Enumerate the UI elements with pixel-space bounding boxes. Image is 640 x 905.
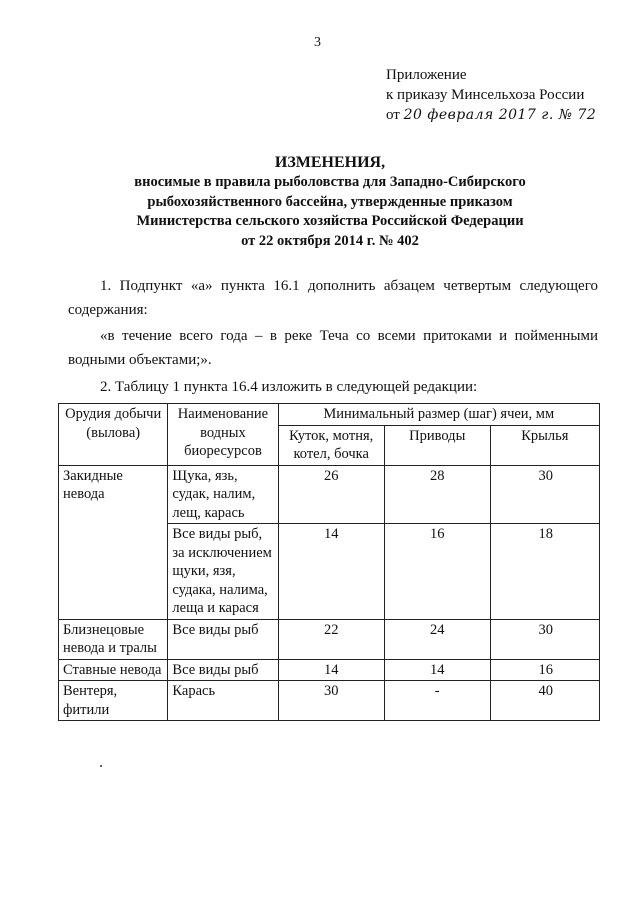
title-line-2: рыбохозяйственного бассейна, утвержденные приказом (147, 193, 513, 210)
header-species: Наименование водных биоресурсов (168, 404, 278, 466)
cell-species: Все виды рыб, за исключением щуки, язя, судака, налима, леща и карася (168, 524, 278, 620)
header-krylya: Крылья (490, 425, 599, 465)
title-line-4: от 22 октября 2014 г. № 402 (241, 232, 419, 249)
header-privody: Приводы (384, 425, 490, 465)
header-gear: Орудия добычи (вылова) (59, 404, 168, 466)
table-row (59, 619, 600, 659)
cell-krylya: 30 (490, 465, 599, 524)
table-row (59, 659, 600, 681)
cell-species: Все виды рыб (168, 619, 278, 659)
cell-species: Карась (168, 681, 278, 721)
header-mesh-group: Минимальный размер (шаг) ячеи, мм (278, 404, 599, 426)
paragraph-1: 1. Подпункт «а» пункта 16.1 дополнить абзацем четвертым следующего содержания: (68, 278, 598, 318)
table-row (59, 465, 600, 524)
cell-kutok: 14 (278, 659, 384, 681)
title-line-3: Министерства сельского хозяйства Российской Федерации (136, 213, 524, 229)
header-kutok: Куток, мотня, котел, бочка (278, 425, 384, 465)
cell-privody: - (384, 681, 490, 721)
cell-privody: 28 (384, 465, 490, 524)
cell-species: Все виды рыб (168, 659, 278, 681)
table-header-row (59, 404, 600, 426)
page-number: 3 (314, 35, 321, 50)
cell-krylya: 40 (490, 681, 599, 721)
appendix-line-3 (386, 105, 596, 125)
cell-krylya: 18 (490, 524, 599, 620)
cell-gear: Ставные невода (59, 659, 168, 681)
paragraph-3: 2. Таблицу 1 пункта 16.4 изложить в следующей редакции: (100, 379, 478, 395)
cell-species: Щука, язь, судак, налим, лещ, карась (168, 465, 278, 524)
stray-dot (100, 765, 102, 767)
cell-gear: Вентеря, фитили (59, 681, 168, 721)
appendix-line-1: Приложение (386, 67, 467, 83)
cell-kutok: 26 (278, 465, 384, 524)
paragraph-2: «в течение всего года – в реке Теча со всеми притоками и пойменными водными объектами;». (68, 328, 598, 368)
appendix-header (386, 65, 596, 125)
mesh-size-table (58, 403, 600, 721)
cell-krylya: 30 (490, 619, 599, 659)
handwritten-date: 20 февраля 2017 г. № 72 (403, 107, 597, 123)
title-main: ИЗМЕНЕНИЯ, (274, 154, 386, 171)
appendix-date-prefix: от (386, 107, 400, 123)
cell-privody: 24 (384, 619, 490, 659)
cell-gear: Закидные невода (59, 465, 168, 619)
document-title (60, 153, 600, 251)
cell-kutok: 22 (278, 619, 384, 659)
cell-gear: Близнецовые невода и тралы (59, 619, 168, 659)
cell-krylya: 16 (490, 659, 599, 681)
appendix-line-2: к приказу Минсельхоза России (386, 87, 585, 103)
cell-privody: 16 (384, 524, 490, 620)
cell-kutok: 30 (278, 681, 384, 721)
cell-privody: 14 (384, 659, 490, 681)
cell-kutok: 14 (278, 524, 384, 620)
table-row (59, 681, 600, 721)
title-line-1: вносимые в правила рыболовства для Западно-Сибирского (134, 174, 526, 190)
